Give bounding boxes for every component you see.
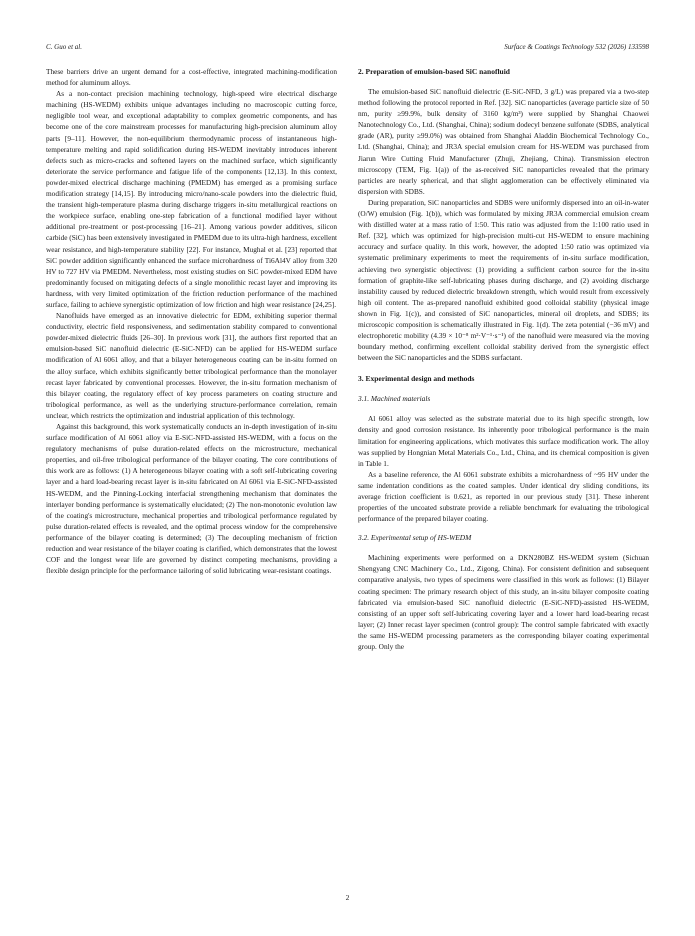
paragraph: Against this background, this work systematically conducts an in-depth investigation of in-situ surface modification of Al 6061 alloy via E-SiC-NFD-assisted HS-WEDM, with a focus on the regulatory mechanisms of pulse duration-related effects on the microstructure, mechanical properties, and oil-free tribological performance of the bilayer coating. The core contributions of this work are as follows: (1) A heterogeneous bilayer coating with a soft self-lubricating covering layer and a hard load-bearing recast layer is in-situ fabricated on Al 6061 via E-SiC-NFD-assisted HS-WEDM, and the Pinning-Locking interfacial strengthening mechanism that dominates the interlayer bonding performance is systematically elucidated; (2) The non-monotonic evolution law of the coating's microstructure, mechanical properties and tribological performance regulated by pulse duration-related effects is revealed, and the optimal process window for the comprehensive performance of the bilayer coating is determined; (3) The decoupling mechanism of friction reduction and wear resistance of the bilayer coating is clarified, which demonstrates that the lowest COF and the longest wear life are governed by distinct competing mechanisms, providing a flexible design principle for the performance tailoring of solid lubricating wear-resistant coatings.: [46, 422, 337, 576]
right-column: [358, 66, 649, 652]
paragraph: The emulsion-based SiC nanofluid dielectric (E-SiC-NFD, 3 g/L) was prepared via a two-step method following the protocol reported in Ref. [32]. SiC nanoparticles (average particle size of 50 nm, purity ≥99.9%, bulk density of 3160 kg/m³) were supplied by Shanghai Chaowei Nanotechnology Co., Ltd. (Shanghai, China); sodium dodecyl benzene sulfonate (SDBS, analytical grade (AR), purity ≥99.0%) was obtained from Shanghai Aladdin Biochemical Technology Co., Ltd. (Shanghai, China); and JR3A special emulsion cream for HS-WEDM was purchased from Jiarun Wire Cutting Fluid Manufacturer (Zhuji, Zhejiang, China). Transmission electron microscopy (TEM, Fig. 1(a)) of the as-received SiC nanoparticles revealed that the primary particles are nearly spherical, and that slight agglomeration can be effectively eliminated via dispersion with SDBS.: [358, 87, 649, 196]
paragraph: As a baseline reference, the Al 6061 substrate exhibits a microhardness of ~95 HV under the same indentation conditions as the coated samples. Under identical dry sliding conditions, its average friction coefficient is 0.621, as reported in our previous study [31]. These inherent properties of the uncoated substrate provide a reliable benchmark for evaluating the tribological performance of the prepared bilayer coating.: [358, 469, 649, 524]
page-number: 2: [345, 893, 350, 902]
paragraph: Nanofluids have emerged as an innovative dielectric for EDM, exhibiting superior thermal conductivity, electric field responsiveness, and sedimentation stability compared to conventional powder-mixed dielectric fluids [26–30]. In previous work [31], the authors first reported that an emulsion-based SiC nanofluid dielectric (E-SiC-NFD) can be applied for HS-WEDM surface modification of Al 6061 alloy, and that a bilayer heterogeneous coating can be in-situ formed on the alloy surface, which exhibits significantly better tribological performance than the monolayer recast layer fabricated by conventional processes. However, the in-situ formation mechanism of this bilayer coating, the regulatory effect of key process parameters on coating structure and tribological performance, as well as the underlying structure-performance correlation, remain unclear, which restricts the optimization and industrial application of this technology.: [46, 311, 337, 420]
paragraph: As a non-contact precision machining technology, high-speed wire electrical discharge machining (HS-WEDM) exhibits unique advantages including no macroscopic cutting force, negligible tool wear, and exceptional adaptability to complex geometric components, and has become one of the core mainstream processes for manufacturing high-precision aluminum alloy parts [9–11]. However, the non-equilibrium thermodynamic process of instantaneous high-temperature melting and rapid solidification during HS-WEDM inevitably introduces inherent defects such as micro-cracks and softened layers on the machined surface, which significantly deteriorate the service performance and fatigue life of the components [12,13]. In this context, powder-mixed electrical discharge machining (PMEDM) has emerged as a promising surface modification strategy [14,15]. By introducing micro/nano-scale powders into the dielectric fluid, the transient high-temperature plasma during discharge triggers in-situ metallurgical reactions on the workpiece surface, enabling one-step fabrication of a functional modified layer without additional pre-treatment or post-processing [16–21]. Among various powder additives, silicon carbide (SiC) has been extensively investigated in PMEDM due to its ultra-high hardness, excellent wear resistance, and high-temperature stability [22]. For instance, Mughal et al. [23] reported that SiC powder addition significantly enhanced the surface microhardness of Ti6Al4V alloy from 320 HV to 727 HV via PMEDM. Nevertheless, most existing studies on SiC powder-mixed EDM have predominantly focused on mitigating defects of a single monolithic recast layer and improving its hardness, with very limited optimization of the friction reduction performance of the machined surface, failing to achieve synergistic optimization of low friction and high wear resistance [24,25].: [46, 89, 337, 309]
paragraph: Machining experiments were performed on a DKN280BZ HS-WEDM system (Sichuan Shengyang CNC Machinery Co., Ltd., Zigong, China). For consistent definition and subsequent comparative analysis, two types of specimens were classified in this work as follows: (1) Bilayer coating specimen: The primary research object of this study, an in-situ bilayer composite coating fabricated via emulsion-based SiC nanofluid dielectric (E-SiC-NFD)-assisted HS-WEDM, consisting of an upper soft self-lubricating covering layer and a lower hard load-bearing recast layer; (2) Inner recast layer specimen (control group): The control sample fabricated with exactly the same HS-WEDM processing parameters as the corresponding bilayer coating experimental group. Only the: [358, 553, 649, 652]
section-heading: 3. Experimental design and methods: [358, 374, 475, 384]
left-column: [46, 66, 337, 576]
paragraph: Al 6061 alloy was selected as the substrate material due to its high specific strength, low density and good corrosion resistance. Its inherently poor tribological performance is the main limitation for engineering applications, which motivates this surface modification work. The alloy was supplied by Hongnian Metal Materials Co., Ltd., China, and its chemical composition is given in Table 1.: [358, 414, 649, 468]
section-heading: 2. Preparation of emulsion-based SiC nanofluid: [358, 67, 510, 76]
running-header-journal: Surface & Coatings Technology 532 (2026) 133598: [504, 43, 649, 51]
running-header-authors: C. Guo et al.: [46, 43, 82, 51]
paragraph: These barriers drive an urgent demand for a cost-effective, integrated machining-modification method for aluminum alloys.: [46, 67, 337, 88]
subsection-heading: 3.1. Machined materials: [358, 394, 431, 404]
paragraph: During preparation, SiC nanoparticles and SDBS were uniformly dispersed into an oil-in-water (O/W) emulsion (Fig. 1(b)), which was formulated by mixing JR3A commercial emulsion cream with distilled water at a mass ratio of 1:50. This ratio was adjusted from the 1:100 ratio used in Ref. [32], which was optimized for high-precision multi-cut HS-WEDM to ensure machining accuracy and surface quality. In this work, however, the adopted 1:50 ratio was optimized via systematic preliminary experiments to meet the requirements of in-situ surface modification, achieving two synergistic objectives: (1) providing a sufficient carbon source for the in-situ formation of graphite-like self-lubricating phases during discharge, and (2) avoiding discharge instability caused by reduced dielectric breakdown strength, which would result from excessively high oil content. The as-prepared nanofluid exhibited good colloidal stability (physical image shown in Fig. 1(c)), and consisted of SiC nanoparticles, mineral oil droplets, and SDBS; its microscopic composition is schematically illustrated in Fig. 1(d). The zeta potential (−36 mV) and electrophoretic mobility (4.39 × 10⁻⁸ m²·V⁻¹·s⁻¹) of the nanofluid were measured via the moving boundary method, confirming excellent colloidal stability derived from the synergistic effect between the SiC nanoparticles and the SDBS surfactant.: [358, 197, 649, 363]
subsection-heading: 3.2. Experimental setup of HS-WEDM: [358, 533, 472, 543]
